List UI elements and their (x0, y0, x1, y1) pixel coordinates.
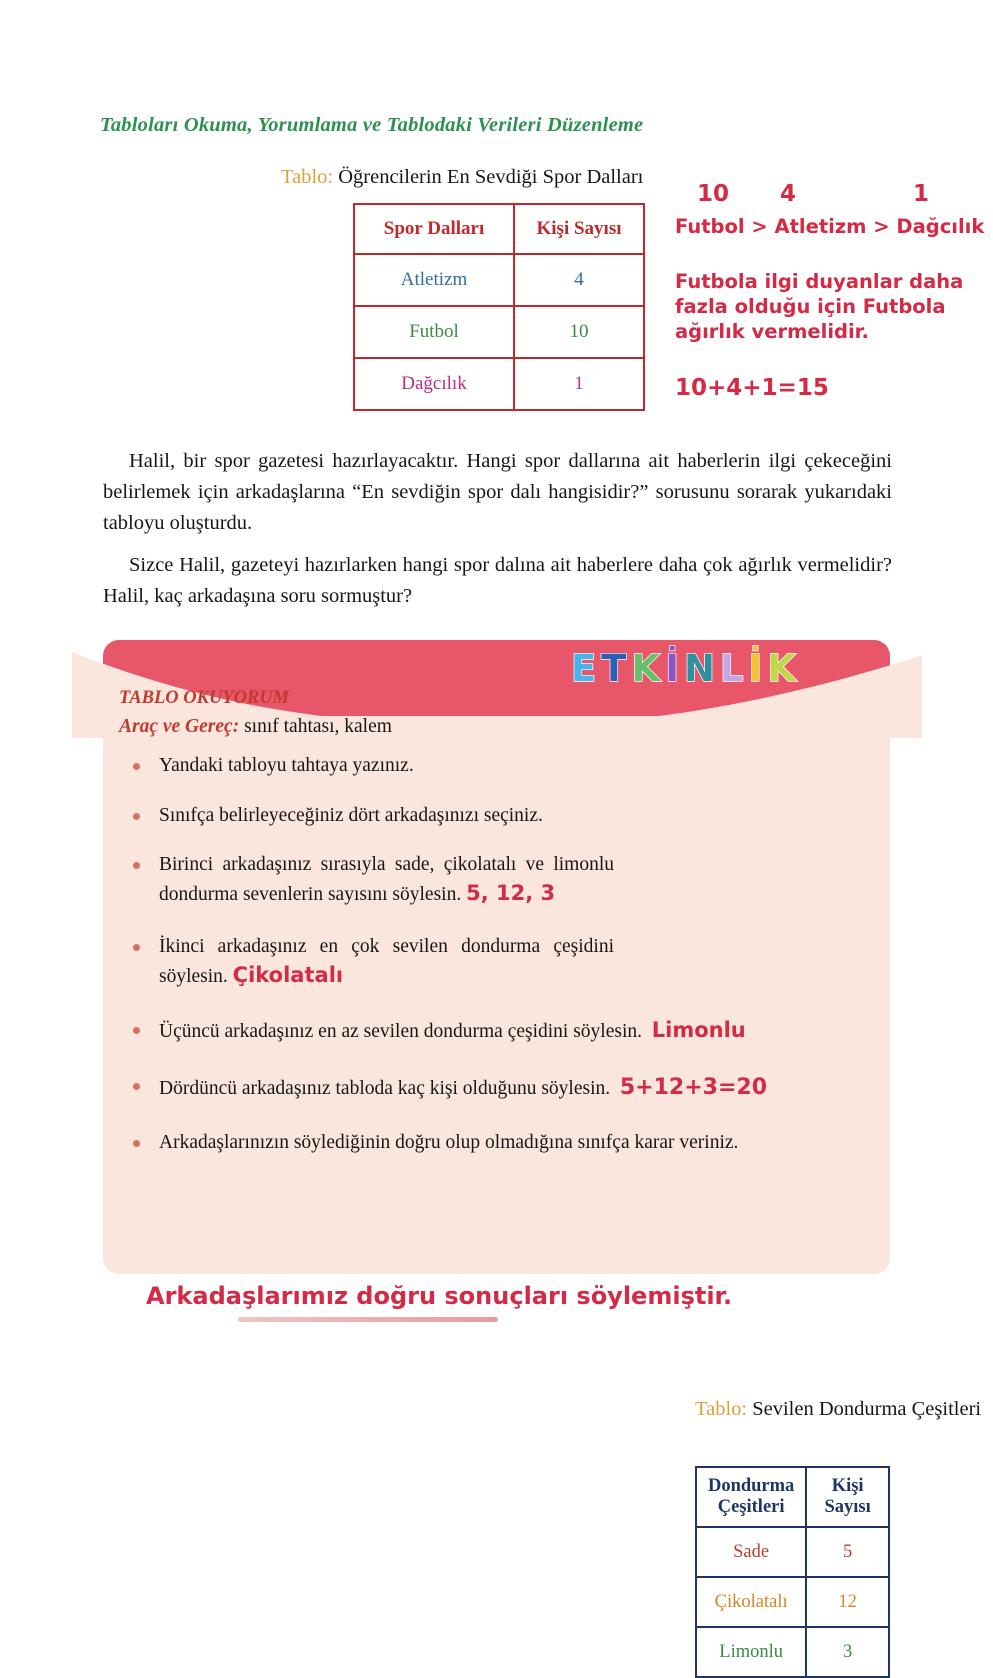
table1-header-sport: Spor Dalları (354, 204, 514, 254)
table-header-row (696, 1467, 889, 1527)
activity-materials-label: Araç ve Gereç: (119, 716, 240, 737)
table2-caption (695, 1397, 985, 1423)
table2-caption-text: Sevilen Dondurma Çeşitleri (752, 1398, 982, 1420)
annotation-number-atletizm: 4 (780, 181, 797, 207)
table-row (696, 1627, 889, 1677)
list-item-answer: 5+12+3=20 (619, 1075, 768, 1101)
banner-letter: E (571, 647, 602, 690)
activity-instruction-list (119, 752, 874, 1157)
table1-header-count: Kişi Sayısı (514, 204, 644, 254)
banner-letter: L (719, 647, 749, 690)
table-row (354, 358, 644, 410)
etkinlik-banner-title (571, 647, 801, 690)
table1-cell-name: Dağcılık (354, 358, 514, 410)
icecream-table (695, 1466, 890, 1678)
table2-header-flavor (696, 1467, 806, 1527)
body-paragraph-2-text: Sizce Halil, gazeteyi hazırlarken hangi spor dalına ait haberlere daha çok ağırlık vermelidir? Halil, kaç arkadaşına soru sormuştur? (103, 554, 892, 608)
table1-cell-count: 10 (514, 306, 644, 358)
table2-header-flavor-line1: Dondurma (707, 1475, 795, 1496)
sports-table (353, 203, 645, 411)
list-item (119, 802, 614, 830)
body-paragraph-2 (103, 550, 892, 612)
list-item-text: Yandaki tabloyu tahtaya yazınız. (159, 755, 414, 776)
bottom-annotation-underline (238, 1317, 498, 1322)
table1-cell-name: Futbol (354, 306, 514, 358)
banner-letter: İ (665, 647, 684, 690)
list-item-text: Dördüncü arkadaşınız tabloda kaç kişi olduğunu söylesin. (159, 1078, 611, 1100)
table2-cell-count: 12 (806, 1577, 889, 1627)
list-item-text: İkinci arkadaşınız en çok sevilen dondurma çeşidini söylesin. (159, 935, 614, 987)
table1-cell-count: 4 (514, 254, 644, 306)
list-item (119, 1072, 911, 1103)
table2-header-flavor-line2: Çeşitleri (717, 1497, 785, 1517)
list-item-answer: Çikolatalı (232, 962, 344, 987)
annotation-number-dagcilik: 1 (913, 181, 930, 207)
annotation-number-futbol: 10 (697, 181, 730, 207)
list-item-answer: 5, 12, 3 (466, 881, 556, 906)
list-item (119, 1129, 911, 1157)
bottom-annotation: Arkadaşlarımız doğru sonuçları söylemiştir. (146, 1282, 733, 1310)
list-item (119, 752, 614, 780)
body-paragraph-1 (103, 446, 892, 539)
activity-materials-value: sınıf tahtası, kalem (244, 716, 392, 737)
list-item (119, 933, 614, 991)
body-paragraph-1-text: Halil, bir spor gazetesi hazırlayacaktır. Hangi spor dallarına ait haberlerin ilgi çekeceğini belirlemek için arkadaşlarına “En sevdiğin spor dalı hangisidir?” sorusunu sorarak yukarıdaki tabloyu oluşturdu. (103, 450, 892, 535)
activity-materials (119, 716, 392, 738)
annotation-explanation: Futbola ilgi duyanlar daha fazla olduğu için Futbola ağırlık vermelidir. (675, 270, 964, 343)
table-row (696, 1577, 889, 1627)
table1-caption-label: Tablo: (281, 166, 334, 188)
annotation-sum: 10+4+1=15 (675, 375, 829, 401)
page-title: Tabloları Okuma, Yorumlama ve Tablodaki Verileri Düzenleme (100, 114, 644, 136)
table2-cell-count: 3 (806, 1627, 889, 1677)
list-item (119, 851, 614, 909)
list-item-text: Arkadaşlarınızın söylediğinin doğru olup olmadığına sınıfça karar veriniz. (159, 1132, 739, 1154)
table2-cell-name: Sade (696, 1527, 806, 1577)
banner-letter: T (601, 647, 632, 690)
list-item-text: Birinci arkadaşınız sırasıyla sade, çikolatalı ve limonlu dondurma sevenlerin sayısını söylesin. (159, 854, 614, 906)
table1-caption-text: Öğrencilerin En Sevdiği Spor Dalları (338, 166, 644, 188)
table1-cell-count: 1 (514, 358, 644, 410)
list-item-text: Üçüncü arkadaşınız en az sevilen dondurma çeşidini söylesin. (159, 1021, 643, 1043)
list-item-answer: Limonlu (651, 1018, 746, 1043)
table2-cell-name: Limonlu (696, 1627, 806, 1677)
banner-letter: N (683, 647, 720, 690)
activity-heading: TABLO OKUYORUM (119, 688, 290, 708)
table1-caption (281, 166, 643, 189)
banner-letter: K (631, 647, 666, 690)
table2-cell-count: 5 (806, 1527, 889, 1577)
table-row (354, 306, 644, 358)
table2-header-count: Kişi Sayısı (806, 1467, 889, 1527)
banner-letter: K (767, 647, 801, 690)
table-row (696, 1527, 889, 1577)
table2-cell-name: Çikolatalı (696, 1577, 806, 1627)
annotation-ordering: Futbol > Atletizm > Dağcılık (675, 215, 985, 238)
table-row (354, 254, 644, 306)
list-item (119, 1016, 911, 1046)
table1-cell-name: Atletizm (354, 254, 514, 306)
table2-caption-label: Tablo: (695, 1398, 748, 1420)
list-item-text: Sınıfça belirleyeceğiniz dört arkadaşınızı seçiniz. (159, 804, 543, 826)
table-header-row (354, 204, 644, 254)
banner-letter: İ (748, 647, 768, 690)
